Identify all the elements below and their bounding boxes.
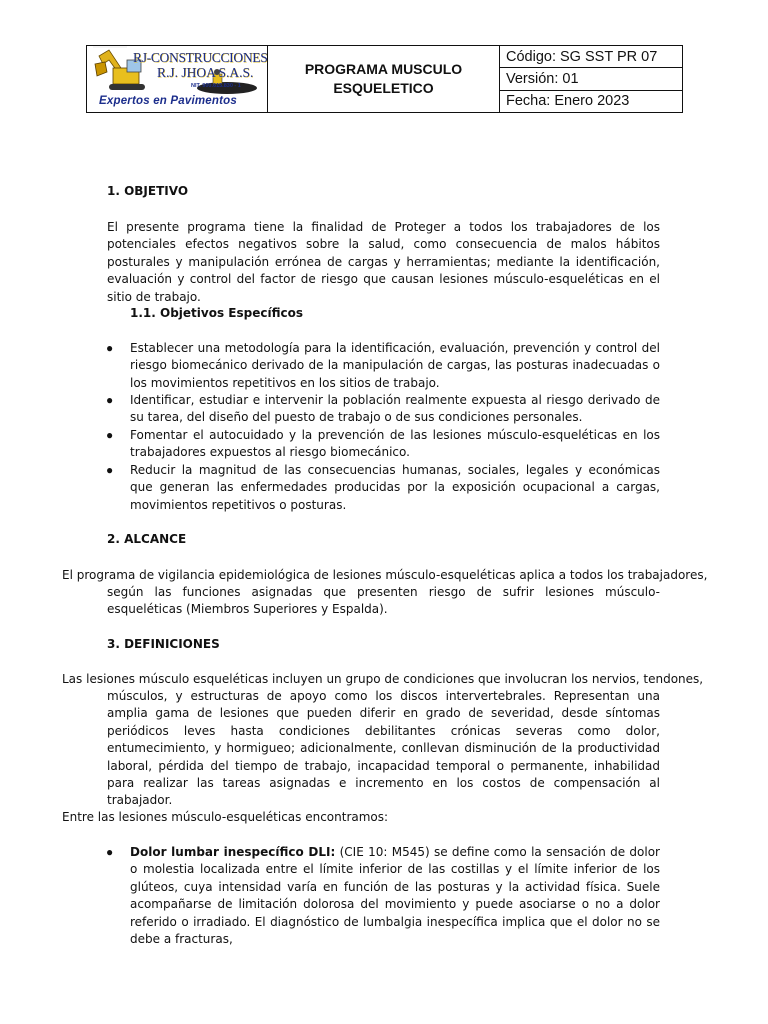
list-item: Identificar, estudiar e intervenir la población realmente expuesta al riesgo derivado de su tarea, del diseño del puesto de trabajo o de sus condiciones personales. [130, 393, 660, 425]
document-date: Fecha: Enero 2023 [506, 93, 630, 110]
logo-company-subname: R.J. JHOA S.A.S. [157, 65, 254, 80]
document-code: Código: SG SST PR 07 [500, 46, 682, 68]
list-item [130, 844, 660, 948]
item-text-dli: (CIE 10: M545) se define como la sensación de dolor o molestia localizada entre el límite inferior de las costillas y el límite inferior de los glúteos, cuya intensidad varía en función de las posturas y la actividad física. Suele acompañarse de limitación dolorosa del movimiento y puede asociarse o no a dolor referido o irradiado. El diagnóstico de lumbalgia inespecífica implica que el dolor no se debe a fracturas, [130, 845, 660, 947]
subsection-heading-objetivos-especificos: 1.1. Objetivos Específicos [130, 306, 303, 320]
section-heading-objetivo: 1. OBJETIVO [107, 184, 189, 198]
list-item: Establecer una metodología para la identificación, evaluación, prevención y control del riesgo biomecánico derivado de la manipulación de cargas, las posturas inadecuadas o los movimientos repetitivos en los sitios de trabajo. [130, 341, 660, 390]
item-title-dli: Dolor lumbar inespecífico DLI: [130, 845, 336, 859]
document-version: Versión: 01 [500, 68, 682, 90]
paragraph-definiciones-lead: Las lesiones músculo esqueléticas incluyen un grupo de condiciones que involucran los nervios, tendones, [62, 672, 704, 686]
logo-tagline: Expertos en Pavimentos [99, 95, 237, 107]
bullet-icon: ● [106, 428, 114, 442]
list-item: Fomentar el autocuidado y la prevención de las lesiones músculo-esqueléticas en los trabajadores expuestos al riesgo biomecánico. [130, 428, 660, 460]
logo-nit: NIT. 900.615.830 - 1 [191, 83, 241, 89]
paragraph-objetivo: El presente programa tiene la finalidad de Proteger a todos los trabajadores de los potenciales efectos negativos sobre la salud, como consecuencia de malos hábitos posturales y manipulación errónea de cargas y herramientas; mediante la identificación, evaluación y control del factor de riesgo que causan lesiones músculo-esqueléticas en el sitio de trabajo. [107, 220, 660, 304]
paragraph-alcance: según las funciones asignadas que presenten riesgo de sufrir lesiones músculo-esqueléticas (Miembros Superiores y Espalda). [107, 585, 660, 617]
bullet-icon: ● [106, 341, 114, 355]
paragraph-alcance-lead: El programa de vigilancia epidemiológica de lesiones músculo-esqueléticas aplica a todos los trabajadores, [62, 568, 708, 582]
company-logo [87, 46, 268, 112]
list-item: Reducir la magnitud de las consecuencias humanas, sociales, legales y económicas que generan las enfermedades producidas por la exposición ocupacional a cargas, movimientos repetitivos o posturas. [130, 463, 660, 512]
bullet-icon: ● [106, 393, 114, 407]
paragraph-intro-lesiones: Entre las lesiones músculo-esqueléticas encontramos: [62, 810, 389, 824]
paragraph-definiciones: músculos, y estructuras de apoyo como los discos intervertebrales. Representan una amplia gama de lesiones que pueden diferir en grado de severidad, desde síntomas periódicos leves hasta condiciones debilitantes crónicas severas como dolor, entumecimiento, y hormigueo; adicionalmente, conllevan disminución de la productividad laboral, pérdida del tiempo de trabajo, incapacidad temporal o permanente, inhabilidad para realizar las tareas asignadas e incremento en los costos de compensación al trabajador. [107, 689, 660, 808]
section-heading-definiciones: 3. DEFINICIONES [107, 637, 220, 651]
bullet-icon: ● [106, 845, 114, 859]
document-title: PROGRAMA MUSCULO ESQUELETICO [268, 46, 500, 112]
document-header [86, 45, 683, 113]
document-meta [500, 46, 682, 112]
section-heading-alcance: 2. ALCANCE [107, 532, 187, 546]
bullet-icon: ● [106, 463, 114, 477]
logo-company-name: RJ-CONSTRUCCIONES [133, 50, 268, 65]
